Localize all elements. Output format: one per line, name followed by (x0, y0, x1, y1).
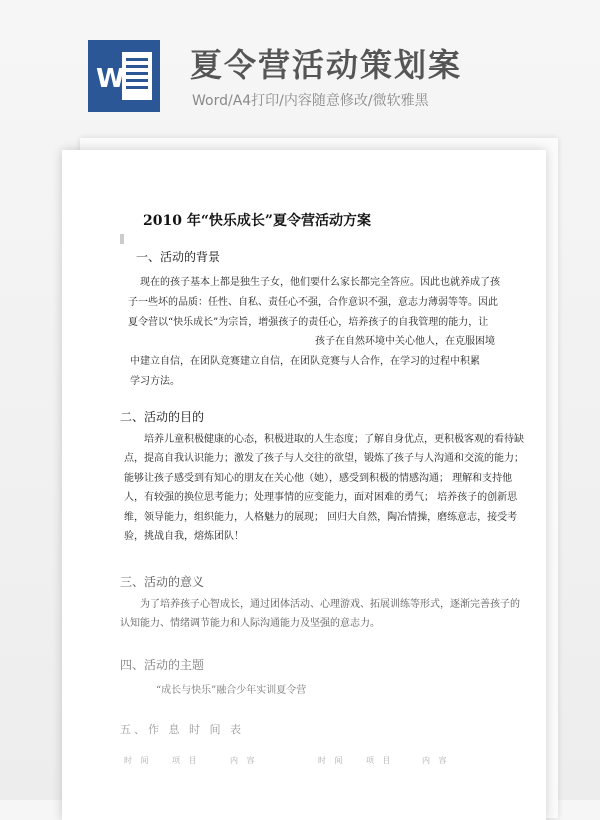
paragraph-line: 孩子在自然环境中关心他人，在克服困境 (315, 336, 495, 347)
section-heading: 四、活动的主题 (120, 658, 205, 672)
paragraph-line: 学习方法。 (130, 376, 180, 387)
logo-letter: W (96, 64, 125, 94)
section-heading: 三、活动的意义 (120, 575, 205, 589)
paragraph-line: 中建立自信，在团队竞赛建立自信，在团队竞赛与人合作，在学习的过程中积累 (130, 356, 480, 367)
header (0, 0, 600, 130)
word-document-icon (88, 40, 160, 112)
table-header-cell: 时 间 (318, 756, 346, 765)
document-page (62, 150, 546, 820)
section-heading: 五、作 息 时 间 表 (120, 723, 244, 736)
table-header-cell: 内 容 (422, 756, 450, 765)
page-title: 夏令营活动策划案 (190, 46, 463, 84)
paragraph-text: 为了培养孩子心智成长，通过团体活动、心理游戏、拓展训练等形式，逐渐完善孩子的认知能力、情绪调节能力和人际沟通能力及坚强的意志力。 (120, 599, 520, 630)
paragraph (124, 430, 524, 546)
paragraph-line: 子一些坏的品质：任性、自私、责任心不强，合作意识不强，意志力薄弱等等。因此 (128, 297, 498, 308)
paragraph (120, 595, 520, 634)
table-header-cell: 项 目 (172, 756, 200, 765)
paragraph-text: 培养儿童积极健康的心态，积极进取的人生态度；了解自身优点，更积极客观的看待缺点，提高自我认识能力；激发了孩子与人交往的欲望，锻炼了孩子与人沟通和交流的能力；能够让孩子感受到有知心的朋友在关心他（她），感受到积极的情感沟通； 理解和支持他人，有较强的换位思考能力；处理事情的应变能力，面对困难的勇气； 培养孩子的创新思维，领导能力，组织能力，人格魅力的展现； 回归大自然，陶冶情操，磨练意志，接受考验，挑战自我，熔炼团队！ (124, 434, 524, 543)
section-heading: 一、活动的背景 (136, 250, 221, 264)
page-subtitle: Word/A4打印/内容随意修改/微软雅黑 (192, 93, 429, 109)
table-header-cell: 项 目 (366, 756, 394, 765)
table-header-cell: 时 间 (124, 756, 152, 765)
section-heading: 二、活动的目的 (120, 410, 205, 424)
text-cursor (120, 234, 124, 244)
table-header-cell: 内 容 (230, 756, 258, 765)
document-title: 2010 年“快乐成长”夏令营活动方案 (143, 213, 371, 229)
theme-line: “成长与快乐”融合少年实训夏令营 (156, 685, 307, 696)
paragraph-line: 夏令营以“快乐成长”为宗旨，增强孩子的责任心，培养孩子的自我管理的能力，让 (128, 317, 489, 328)
paragraph-line: 现在的孩子基本上都是独生子女，他们要什么家长都完全答应。因此也就养成了孩 (140, 277, 500, 288)
